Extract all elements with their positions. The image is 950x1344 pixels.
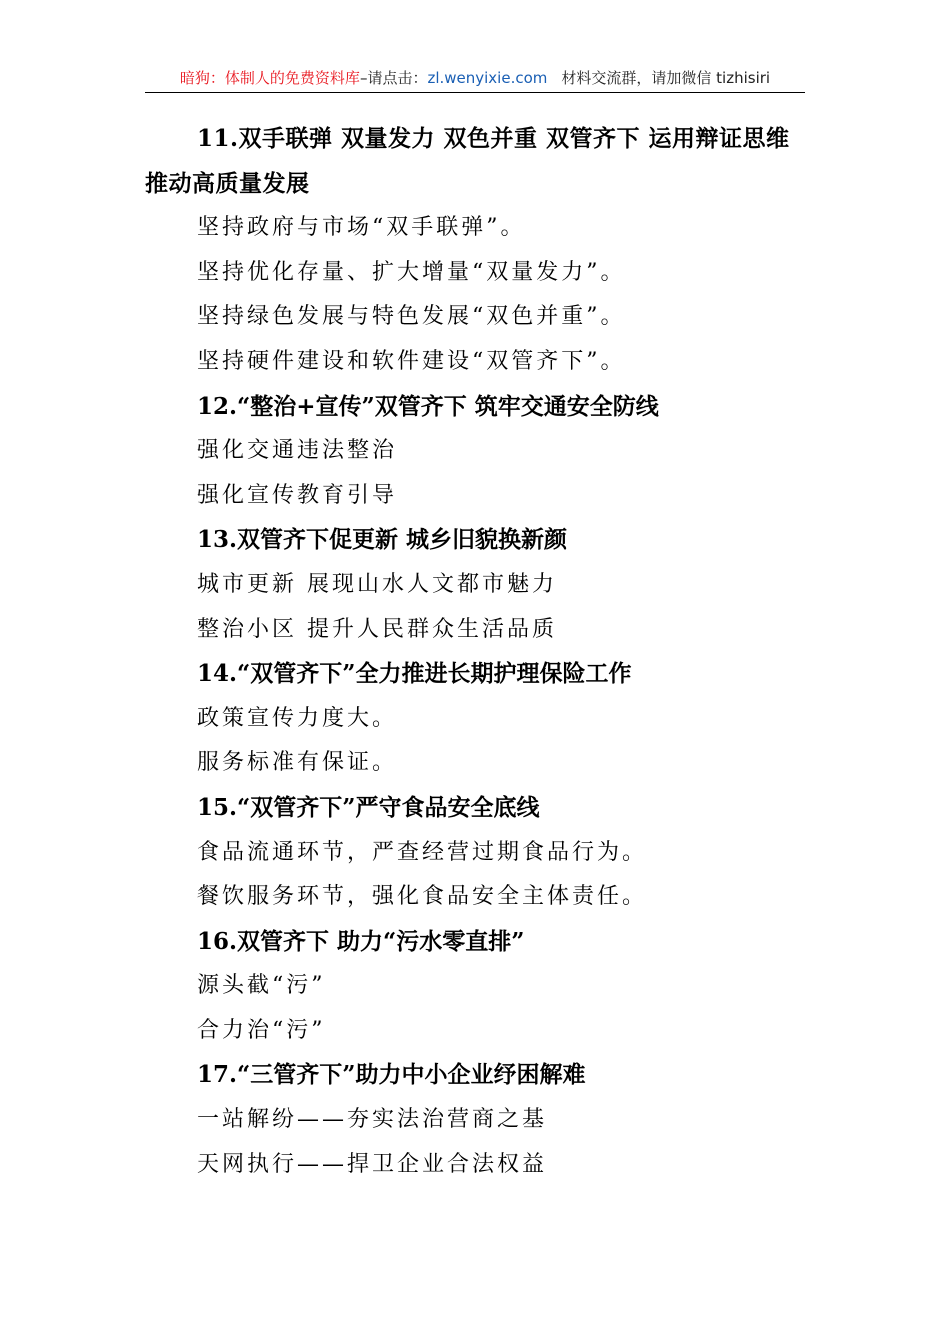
section-item: 坚持绿色发展与特色发展“双色并重”。 xyxy=(197,304,626,330)
section-heading: 12.“整治+宣传”双管齐下 筑牢交通安全防线 xyxy=(197,392,659,420)
section-item: 整治小区 提升人民群众生活品质 xyxy=(197,616,557,642)
section-heading: 17.“三管齐下”助力中小企业纾困解难 xyxy=(197,1061,586,1089)
section-item: 坚持优化存量、扩大增量“双量发力”。 xyxy=(197,259,626,285)
section-item: 强化交通违法整治 xyxy=(197,438,398,464)
section-item: 餐饮服务环节，强化食品安全主体责任。 xyxy=(197,884,648,910)
section-heading: 15.“双管齐下”严守食品安全底线 xyxy=(197,793,540,821)
section-item: 源头截“污” xyxy=(197,973,326,999)
header-click-text: –请点击： xyxy=(359,69,428,87)
header-url-link[interactable]: zl.wenyixie.com xyxy=(427,69,548,87)
section-item: 强化宣传教育引导 xyxy=(197,482,398,508)
section-14 xyxy=(145,652,810,786)
section-item: 天网执行——捍卫企业合法权益 xyxy=(197,1151,548,1177)
section-heading: 16.双管齐下 助力“污水零直排” xyxy=(197,927,525,955)
section-heading: 11.双手联弹 双量发力 双色并重 双管齐下 运用辩证思维推动高质量发展 xyxy=(145,125,790,197)
section-item: 服务标准有保证。 xyxy=(197,750,398,776)
section-item: 坚持政府与市场“双手联弹”。 xyxy=(197,215,526,241)
section-item: 城市更新 展现山水人文都市魅力 xyxy=(197,571,557,597)
section-13 xyxy=(145,518,810,652)
header-brand: 暗狗：体制人的免费资料库 xyxy=(179,69,360,87)
section-item: 政策宣传力度大。 xyxy=(197,705,398,731)
document-body xyxy=(145,117,810,1187)
page-header xyxy=(145,66,805,90)
section-item: 坚持硬件建设和软件建设“双管齐下”。 xyxy=(197,348,626,374)
section-heading: 13.双管齐下促更新 城乡旧貌换新颜 xyxy=(197,526,568,554)
section-16 xyxy=(145,920,810,1054)
section-item: 一站解纷——夯实法治营商之基 xyxy=(197,1107,548,1133)
section-15 xyxy=(145,786,810,920)
header-divider xyxy=(145,92,805,93)
section-17 xyxy=(145,1053,810,1187)
section-item: 食品流通环节，严查经营过期食品行为。 xyxy=(197,839,648,865)
section-heading: 14.“双管齐下”全力推进长期护理保险工作 xyxy=(197,660,632,688)
section-item: 合力治“污” xyxy=(197,1017,326,1043)
section-11 xyxy=(145,117,810,385)
section-12 xyxy=(145,385,810,519)
header-wechat-note: 材料交流群，请加微信 tizhisiri xyxy=(561,69,771,87)
